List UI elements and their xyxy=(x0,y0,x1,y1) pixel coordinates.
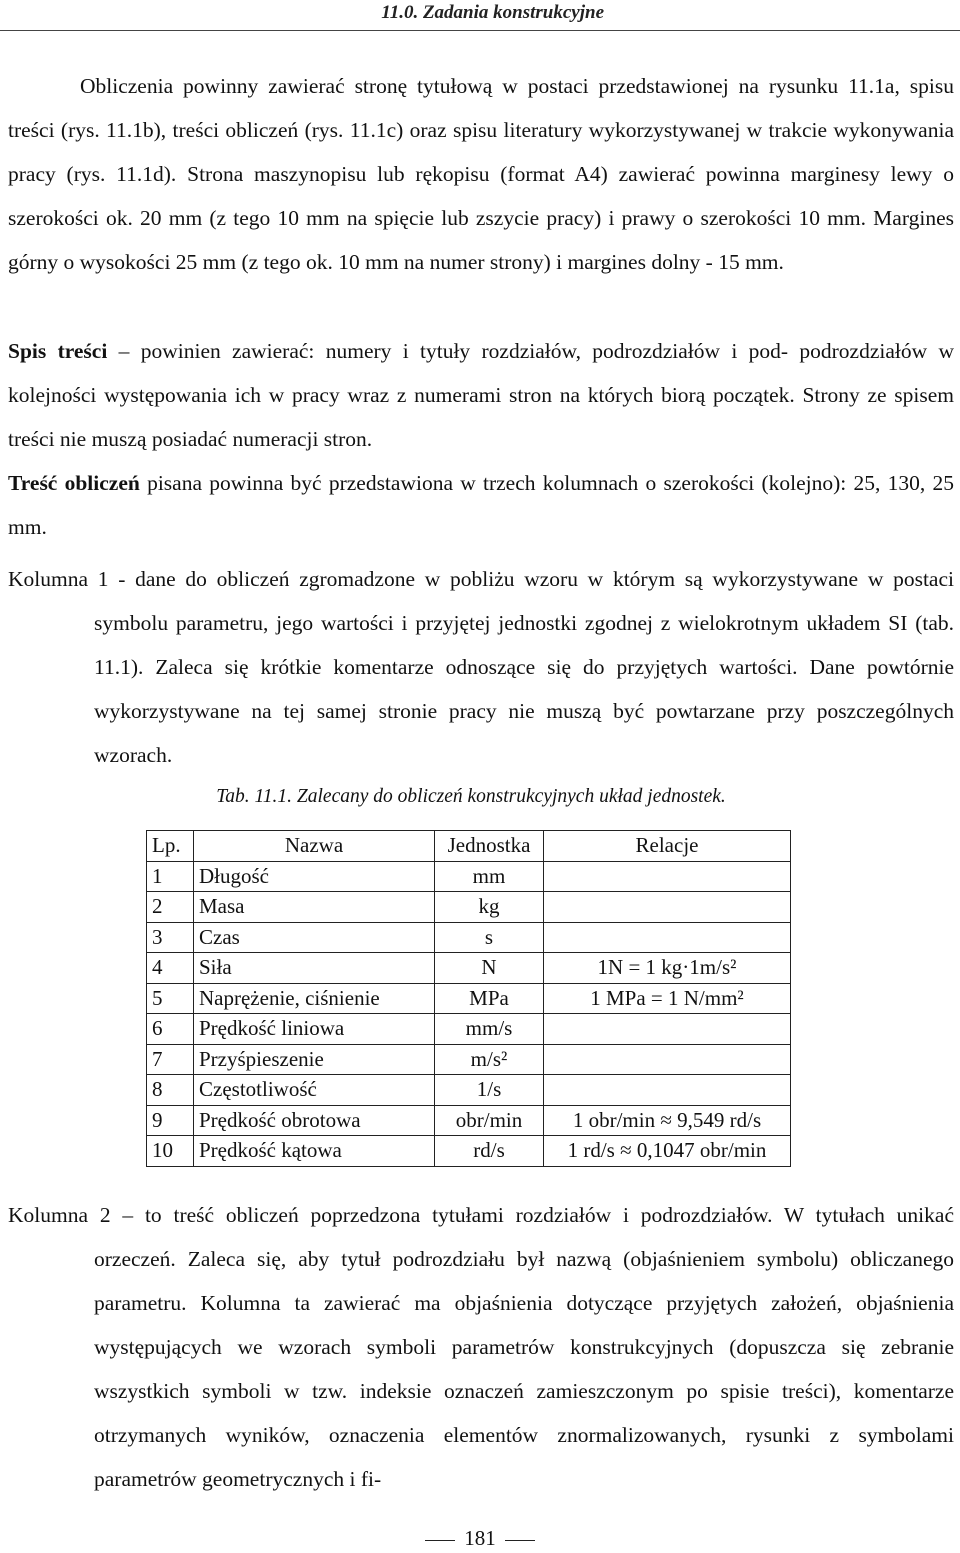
page-footer xyxy=(0,1526,960,1551)
page-number: 181 xyxy=(464,1526,496,1550)
cell-relation: 1 obr/min ≈ 9,549 rd/s xyxy=(544,1105,791,1136)
cell-relation xyxy=(544,892,791,923)
header-lp: Lp. xyxy=(147,831,194,862)
paragraph-kolumna-2: Kolumna 2 – to treść obliczeń poprzedzona tytułami rozdziałów i podrozdziałów. W tytułach unikać orzeczeń. Zaleca się, aby tytuł podrozdziału był nazwą (objaśnieniem symbolu) obliczanego parametru. Kolumna ta zawierać ma objaśnienia dotyczące przyjętych założeń, objaśnienia występujących we wzorach symboli parametrów konstrukcyjnych (dopuszcza się zebranie wszystkich symboli w tzw. indeksie oznaczeń zamieszczonym po spisie treści), komentarze otrzymanych wyników, oznaczenia elementów znormalizowanych, rysunki z symbolami parametrów geometrycznych i fi- xyxy=(8,1203,954,1491)
header-title: 11.0. Zadania konstrukcyjne xyxy=(381,2,604,23)
cell-name: Czas xyxy=(194,922,435,953)
cell-lp: 6 xyxy=(147,1014,194,1045)
cell-name: Długość xyxy=(194,861,435,892)
table-row xyxy=(147,983,791,1014)
cell-name: Masa xyxy=(194,892,435,923)
cell-unit: m/s² xyxy=(435,1044,544,1075)
footer-dash-right xyxy=(505,1540,535,1541)
spis-tresci-text: – powinien zawierać: numery i tytuły rozdziałów, podrozdziałów i pod- podrozdziałów w kolejności występowania ich w pracy wraz z numerami stron na których biorą początek. Strony ze spisem treści nie muszą posiadać numeracji stron. xyxy=(8,339,955,451)
tresc-obliczen-term: Treść obliczeń xyxy=(8,471,140,495)
cell-unit: N xyxy=(435,953,544,984)
header-nazwa: Nazwa xyxy=(194,831,435,862)
table-row xyxy=(147,953,791,984)
table-row xyxy=(147,1105,791,1136)
cell-unit: kg xyxy=(435,892,544,923)
cell-unit: rd/s xyxy=(435,1136,544,1167)
cell-lp: 2 xyxy=(147,892,194,923)
cell-name: Prędkość obrotowa xyxy=(194,1105,435,1136)
cell-lp: 3 xyxy=(147,922,194,953)
paragraph-spis-tresci xyxy=(8,329,954,461)
tresc-obliczen-text: pisana powinna być przedstawiona w trzech kolumnach o szerokości (kolejno): 25, 130, 25 mm. xyxy=(8,471,955,539)
table-caption: Tab. 11.1. Zalecany do obliczeń konstrukcyjnych układ jednostek. xyxy=(216,786,726,807)
cell-relation xyxy=(544,922,791,953)
paragraph-tresc-obliczen xyxy=(8,461,954,549)
page-header xyxy=(0,0,960,31)
spis-tresci-term: Spis treści xyxy=(8,339,108,363)
cell-lp: 9 xyxy=(147,1105,194,1136)
cell-relation: 1 rd/s ≈ 0,1047 obr/min xyxy=(544,1136,791,1167)
cell-lp: 8 xyxy=(147,1075,194,1106)
cell-relation xyxy=(544,1014,791,1045)
header-jednostka: Jednostka xyxy=(435,831,544,862)
header-relacje: Relacje xyxy=(544,831,791,862)
cell-unit: obr/min xyxy=(435,1105,544,1136)
cell-unit: MPa xyxy=(435,983,544,1014)
paragraph-intro: Obliczenia powinny zawierać stronę tytułową w postaci przedstawionej na rysunku 11.1a, spisu treści (rys. 11.1b), treści obliczeń (rys. 11.1c) oraz spisu literatury wykorzystywanej w trakcie wykonywania pracy (rys. 11.1d). Strona maszynopisu lub rękopisu (format A4) zawierać powinna marginesy lewy o szerokości ok. 20 mm (z tego 10 mm na spięcie lub zszycie pracy) i prawy o szerokości 10 mm. Margines górny o wysokości 25 mm (z tego ok. 10 mm na numer strony) i margines dolny - 15 mm. xyxy=(8,74,954,274)
paragraph-kolumna-1: Kolumna 1 - dane do obliczeń zgromadzone w pobliżu wzoru w którym są wykorzystywane w postaci symbolu parametru, jego wartości i przyjętej jednostki zgodnej z wielokrotnym układem SI (tab. 11.1). Zaleca się krótkie komentarze odnoszące się do przyjętych wartości. Dane powtórnie wykorzystywane na tej samej stronie pracy nie muszą być powtarzane przy poszczególnych wzorach. xyxy=(8,567,954,767)
units-table xyxy=(146,830,791,1167)
cell-lp: 5 xyxy=(147,983,194,1014)
cell-name: Naprężenie, ciśnienie xyxy=(194,983,435,1014)
table-header-row xyxy=(147,831,791,862)
cell-lp: 7 xyxy=(147,1044,194,1075)
cell-lp: 10 xyxy=(147,1136,194,1167)
table-row xyxy=(147,1014,791,1045)
table-row xyxy=(147,1136,791,1167)
cell-lp: 1 xyxy=(147,861,194,892)
table-row xyxy=(147,861,791,892)
table-row xyxy=(147,892,791,923)
cell-lp: 4 xyxy=(147,953,194,984)
cell-unit: mm xyxy=(435,861,544,892)
cell-name: Prędkość kątowa xyxy=(194,1136,435,1167)
cell-unit: mm/s xyxy=(435,1014,544,1045)
cell-unit: 1/s xyxy=(435,1075,544,1106)
cell-relation xyxy=(544,861,791,892)
footer-dash-left xyxy=(425,1540,455,1541)
cell-relation xyxy=(544,1075,791,1106)
cell-name: Siła xyxy=(194,953,435,984)
table-row xyxy=(147,1075,791,1106)
table-row xyxy=(147,1044,791,1075)
cell-relation: 1N = 1 kg·1m/s² xyxy=(544,953,791,984)
table-row xyxy=(147,922,791,953)
cell-relation: 1 MPa = 1 N/mm² xyxy=(544,983,791,1014)
cell-name: Przyśpieszenie xyxy=(194,1044,435,1075)
cell-name: Prędkość liniowa xyxy=(194,1014,435,1045)
cell-name: Częstotliwość xyxy=(194,1075,435,1106)
cell-unit: s xyxy=(435,922,544,953)
cell-relation xyxy=(544,1044,791,1075)
